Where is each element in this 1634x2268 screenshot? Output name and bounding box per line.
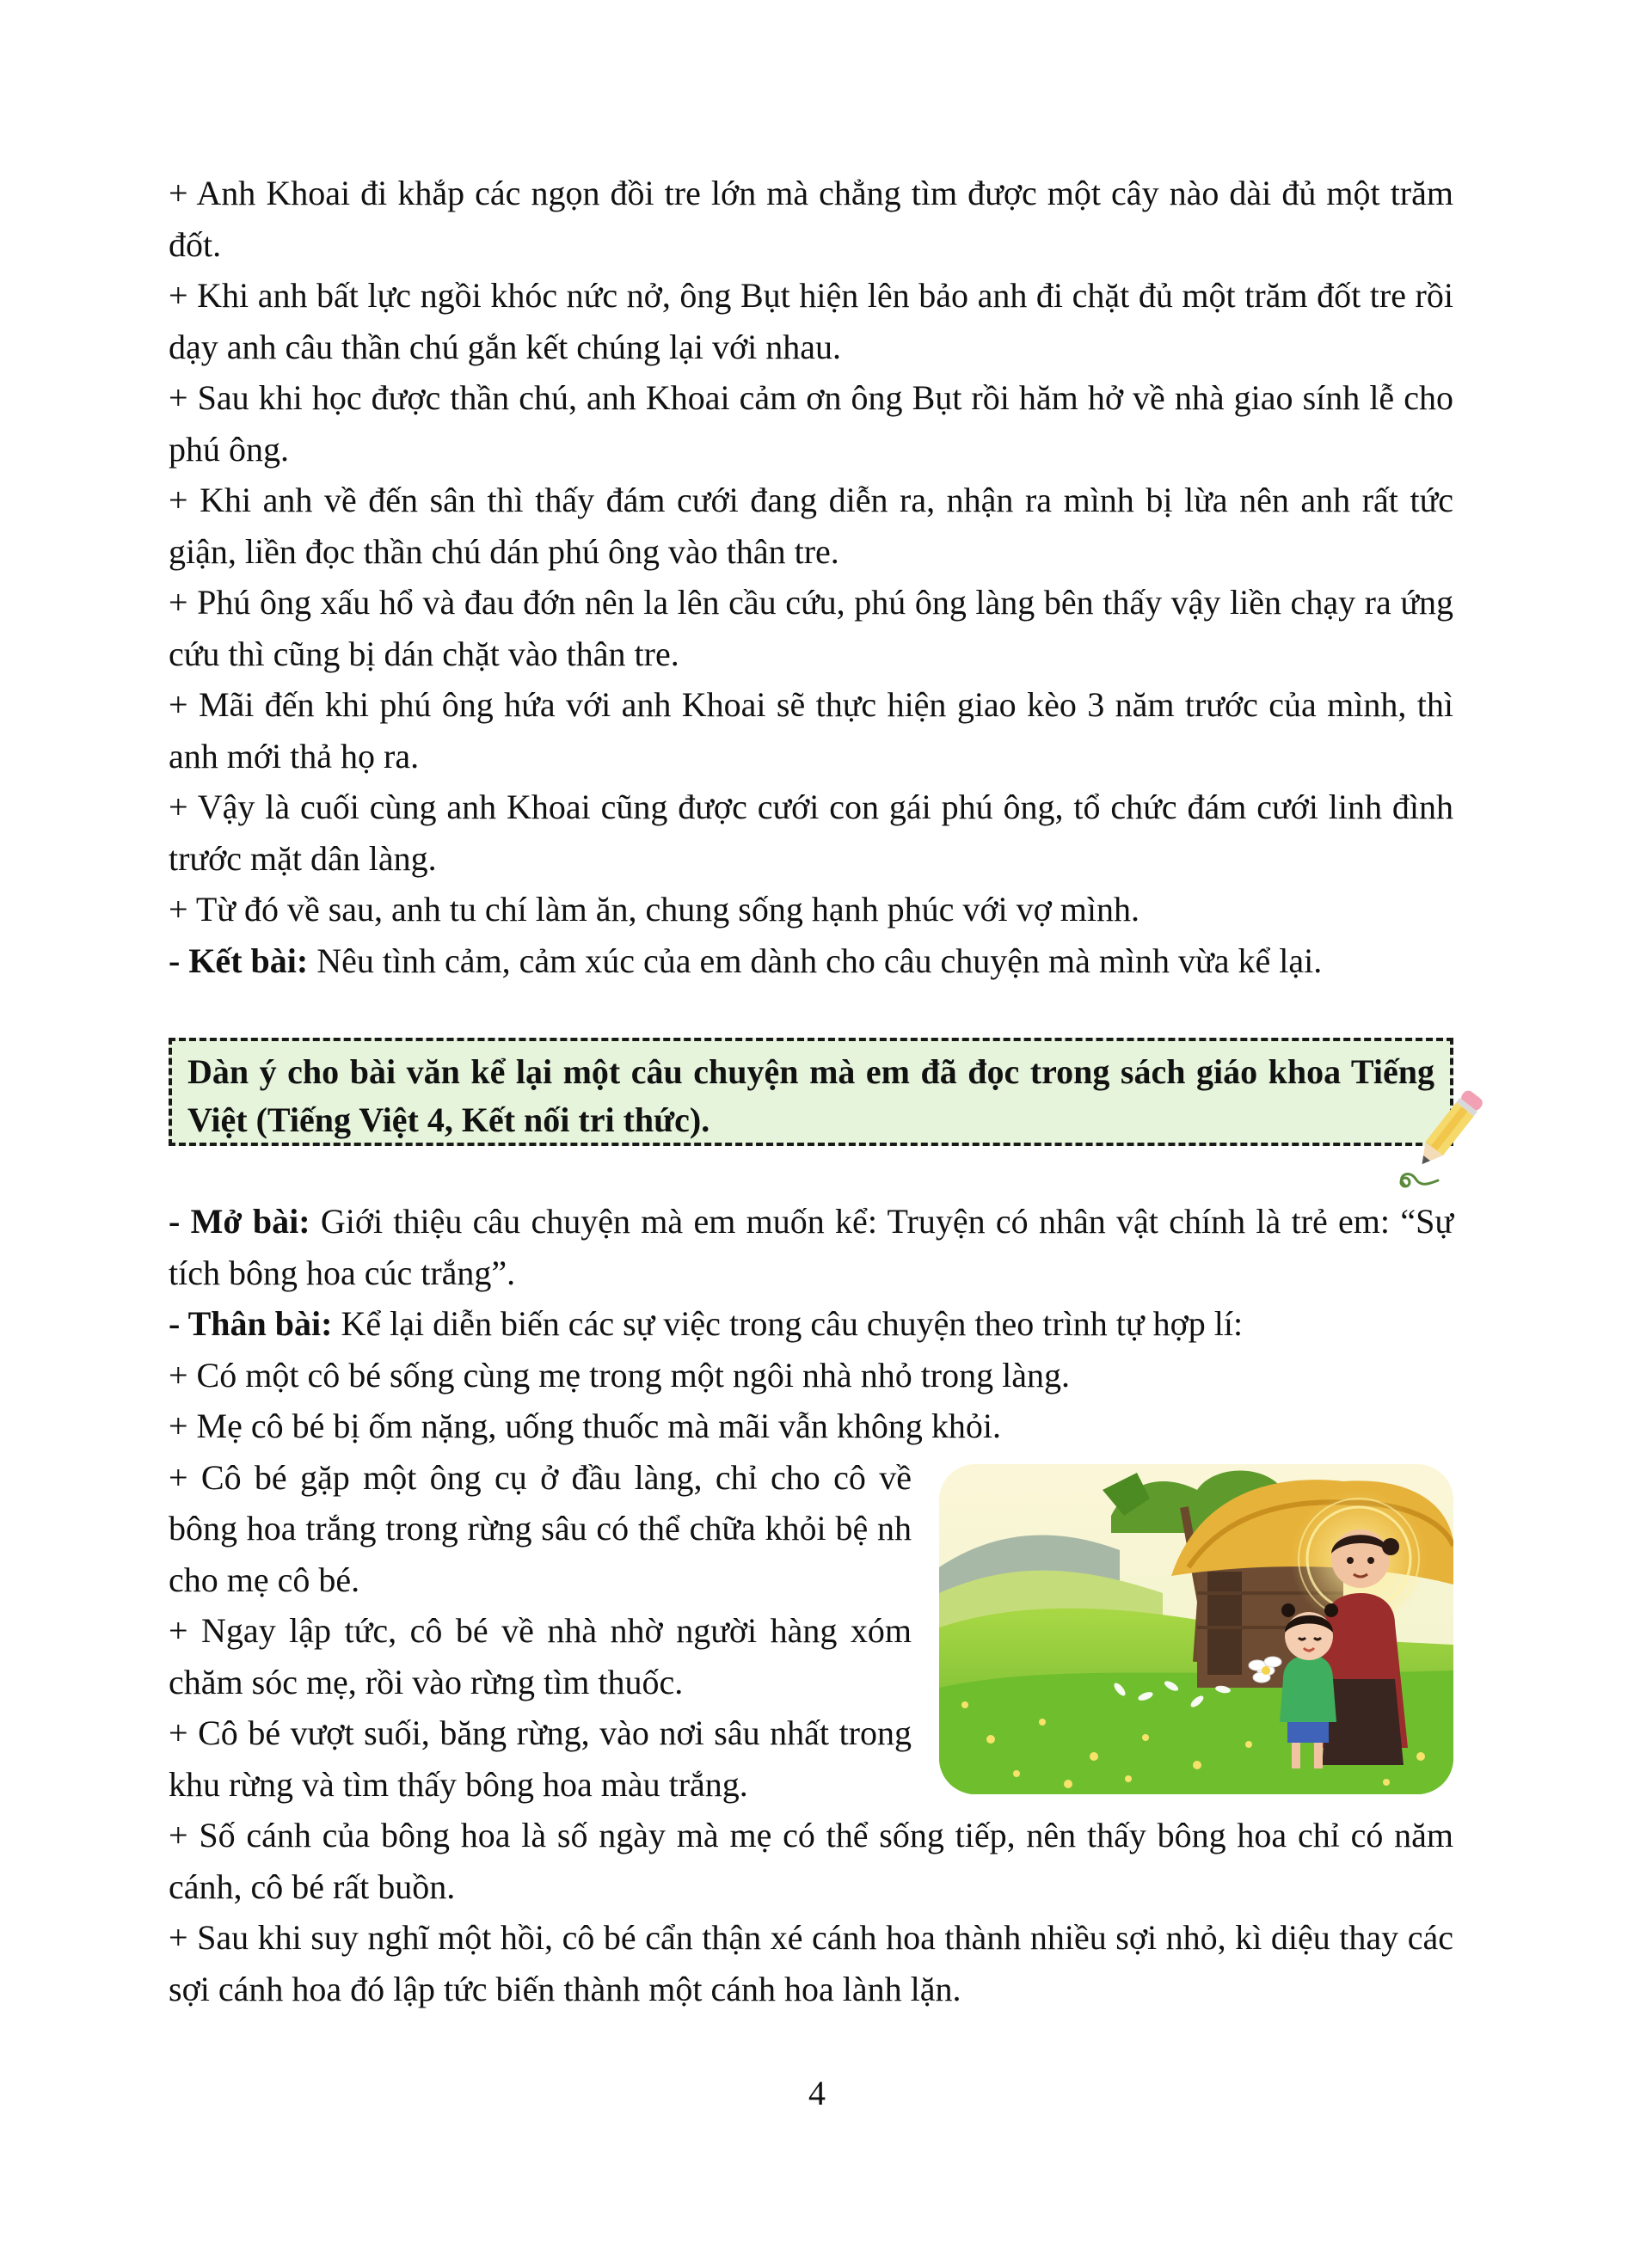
mo-bai-text: Giới thiệu câu chuyện mà em muốn kể: Truyện có nhân vật chính là trẻ em: “Sự tích bông hoa cúc trắng”. [169,1202,1454,1292]
paragraph: + Khi anh về đến sân thì thấy đám cưới đang diễn ra, nhận ra mình bị lừa nên anh rất tức giận, liền đọc thần chú dán phú ông vào thân tre. [169,481,1453,571]
mo-bai-paragraph [169,1196,1453,1298]
ket-bai-paragraph [169,935,1453,987]
outline-title: Dàn ý cho bài văn kể lại một câu chuyện mà em đã đọc trong sách giáo khoa Tiếng Việt (Tiếng Việt 4, Kết nối tri thức). [169,1038,1453,1146]
ket-bai-text: Nêu tình cảm, cảm xúc của em dành cho câu chuyện mà mình vừa kể lại. [308,941,1323,980]
pencil-icon [1390,1084,1493,1196]
paragraph: + Mãi đến khi phú ông hứa với anh Khoai sẽ thực hiện giao kèo 3 năm trước của mình, thì anh mới thả họ ra. [169,685,1453,775]
text-with-illustration [169,1452,1453,1811]
paragraph: + Cô bé gặp một ông cụ ở đầu làng, chỉ cho cô về bông hoa trắng trong rừng sâu có thể chữa khỏi bệ nh cho mẹ cô bé. [169,1457,912,1599]
section-story-events-1 [169,168,1453,986]
outline-title-box [169,1038,1453,1146]
mo-bai-label: - Mở bài: [169,1202,310,1241]
section-story-outline-2 [169,1196,1453,2014]
paragraph: + Cô bé vượt suối, băng rừng, vào nơi sâu nhất trong khu rừng và tìm thấy bông hoa màu trắng. [169,1713,912,1804]
paragraph: + Khi anh bất lực ngồi khóc nức nở, ông Bụt hiện lên bảo anh đi chặt đủ một trăm đốt tre rồi dạy anh câu thần chú gắn kết chúng lại với nhau. [169,276,1453,366]
page-number: 4 [808,2074,826,2112]
text-beside-illustration [169,1452,912,1811]
story-illustration [939,1464,1453,1794]
paragraph: + Vậy là cuối cùng anh Khoai cũng được cưới con gái phú ông, tổ chức đám cưới linh đình trước mặt dân làng. [169,788,1453,878]
than-bai-text: Kể lại diễn biến các sự việc trong câu chuyện theo trình tự hợp lí: [332,1304,1244,1343]
paragraph: + Mẹ cô bé bị ốm nặng, uống thuốc mà mãi vẫn không khỏi. [169,1407,1001,1445]
paragraph: + Ngay lập tức, cô bé về nhà nhờ người hàng xóm chăm sóc mẹ, rồi vào rừng tìm thuốc. [169,1611,912,1701]
paragraph: + Từ đó về sau, anh tu chí làm ăn, chung sống hạnh phúc với vợ mình. [169,890,1140,929]
paragraph: + Sau khi học được thần chú, anh Khoai cảm ơn ông Bụt rồi hăm hở về nhà giao sính lễ cho phú ông. [169,378,1453,469]
paragraph: + Anh Khoai đi khắp các ngọn đồi tre lớn mà chẳng tìm được một cây nào dài đủ một trăm đốt. [169,174,1453,264]
paragraph: + Số cánh của bông hoa là số ngày mà mẹ có thể sống tiếp, nên thấy bông hoa chỉ có năm cánh, cô bé rất buồn. [169,1816,1453,1906]
paragraph: + Sau khi suy nghĩ một hồi, cô bé cẩn thận xé cánh hoa thành nhiều sợi nhỏ, kì diệu thay các sợi cánh hoa đó lập tức biến thành một cánh hoa lành lặn. [169,1918,1453,2008]
ket-bai-label: - Kết bài: [169,941,309,980]
than-bai-paragraph [169,1298,1453,1350]
paragraph: + Phú ông xấu hổ và đau đớn nên la lên cầu cứu, phú ông làng bên thấy vậy liền chạy ra ứng cứu thì cũng bị dán chặt vào thân tre. [169,583,1453,673]
paragraph: + Có một cô bé sống cùng mẹ trong một ngôi nhà nhỏ trong làng. [169,1355,1070,1395]
document-page [169,168,1453,2014]
than-bai-label: - Thân bài: [169,1304,333,1343]
girl-and-mother-illustration-icon [939,1464,1453,1794]
